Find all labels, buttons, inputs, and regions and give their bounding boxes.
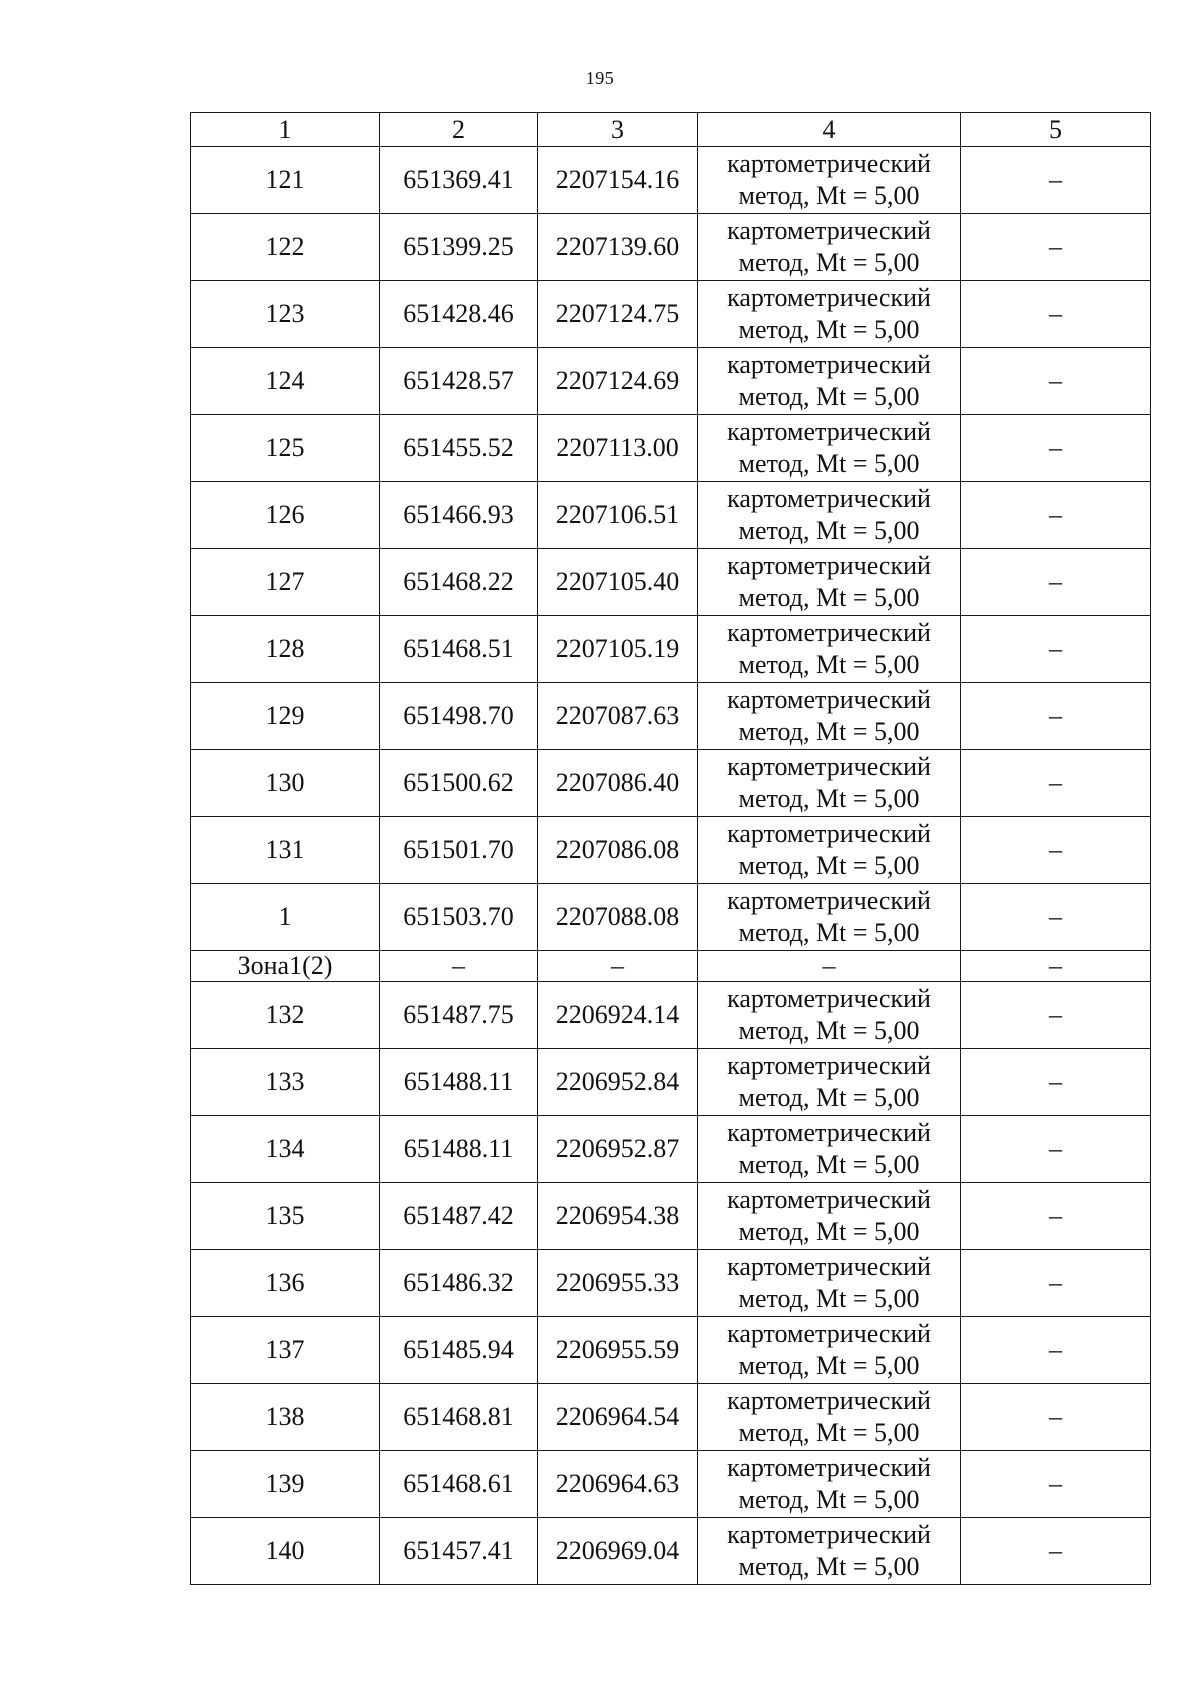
table-row bbox=[191, 1451, 1151, 1518]
method-line-1: картометрический bbox=[727, 350, 931, 379]
coord-y: 2207088.08 bbox=[538, 884, 698, 951]
coordinates-table bbox=[190, 112, 1151, 1585]
coord-y: 2207154.16 bbox=[538, 147, 698, 214]
coord-x: 651500.62 bbox=[380, 750, 538, 817]
zone-label: Зона1(2) bbox=[191, 951, 380, 982]
header-row bbox=[191, 113, 1151, 147]
method-line-1: картометрический bbox=[727, 1252, 931, 1281]
coord-y: 2207105.19 bbox=[538, 616, 698, 683]
method-line-1: картометрический bbox=[727, 1185, 931, 1214]
table-row bbox=[191, 348, 1151, 415]
extra-dash: – bbox=[961, 348, 1151, 415]
method-cell bbox=[698, 1250, 961, 1317]
table-row bbox=[191, 1518, 1151, 1585]
extra-dash: – bbox=[961, 281, 1151, 348]
method-line-2: метод, Mt = 5,00 bbox=[738, 1351, 920, 1380]
method-line-1: картометрический bbox=[727, 1520, 931, 1549]
table-header bbox=[191, 113, 1151, 147]
point-id: 128 bbox=[191, 616, 380, 683]
method-cell bbox=[698, 1384, 961, 1451]
extra-dash: – bbox=[961, 1250, 1151, 1317]
coord-x: 651457.41 bbox=[380, 1518, 538, 1585]
table-row bbox=[191, 683, 1151, 750]
coord-x: 651466.93 bbox=[380, 482, 538, 549]
coord-x: 651488.11 bbox=[380, 1116, 538, 1183]
method-line-1: картометрический bbox=[727, 216, 931, 245]
method-line-1: картометрический bbox=[727, 1319, 931, 1348]
table-row bbox=[191, 1250, 1151, 1317]
extra-dash: – bbox=[961, 982, 1151, 1049]
extra-dash: – bbox=[961, 415, 1151, 482]
header-col-3: 3 bbox=[538, 113, 698, 147]
coord-y: 2207139.60 bbox=[538, 214, 698, 281]
method-line-2: метод, Mt = 5,00 bbox=[738, 1217, 920, 1246]
extra-dash: – bbox=[961, 549, 1151, 616]
coord-x: 651485.94 bbox=[380, 1317, 538, 1384]
coord-y: 2206924.14 bbox=[538, 982, 698, 1049]
zone-dash-col-3: – bbox=[538, 951, 698, 982]
extra-dash: – bbox=[961, 1116, 1151, 1183]
coord-x: 651399.25 bbox=[380, 214, 538, 281]
point-id: 125 bbox=[191, 415, 380, 482]
point-id: 134 bbox=[191, 1116, 380, 1183]
method-line-2: метод, Mt = 5,00 bbox=[738, 851, 920, 880]
method-line-1: картометрический bbox=[727, 551, 931, 580]
point-id: 135 bbox=[191, 1183, 380, 1250]
point-id: 132 bbox=[191, 982, 380, 1049]
method-line-1: картометрический bbox=[727, 618, 931, 647]
coord-y: 2206969.04 bbox=[538, 1518, 698, 1585]
method-line-2: метод, Mt = 5,00 bbox=[738, 516, 920, 545]
method-cell bbox=[698, 1317, 961, 1384]
table-row bbox=[191, 750, 1151, 817]
coord-x: 651488.11 bbox=[380, 1049, 538, 1116]
method-cell bbox=[698, 1518, 961, 1585]
method-line-2: метод, Mt = 5,00 bbox=[738, 1284, 920, 1313]
method-line-2: метод, Mt = 5,00 bbox=[738, 918, 920, 947]
zone-dash-col-4: – bbox=[698, 951, 961, 982]
method-cell bbox=[698, 482, 961, 549]
method-line-1: картометрический bbox=[727, 984, 931, 1013]
method-cell bbox=[698, 683, 961, 750]
coord-y: 2207086.08 bbox=[538, 817, 698, 884]
extra-dash: – bbox=[961, 1384, 1151, 1451]
coord-y: 2206955.33 bbox=[538, 1250, 698, 1317]
point-id: 124 bbox=[191, 348, 380, 415]
method-line-1: картометрический bbox=[727, 149, 931, 178]
extra-dash: – bbox=[961, 147, 1151, 214]
coord-x: 651369.41 bbox=[380, 147, 538, 214]
method-line-2: метод, Mt = 5,00 bbox=[738, 1083, 920, 1112]
method-cell bbox=[698, 884, 961, 951]
coord-x: 651428.46 bbox=[380, 281, 538, 348]
table-row bbox=[191, 982, 1151, 1049]
extra-dash: – bbox=[961, 1317, 1151, 1384]
coord-y: 2206955.59 bbox=[538, 1317, 698, 1384]
extra-dash: – bbox=[961, 683, 1151, 750]
coord-y: 2206964.54 bbox=[538, 1384, 698, 1451]
method-line-1: картометрический bbox=[727, 1453, 931, 1482]
table-body bbox=[191, 147, 1151, 1585]
coord-x: 651468.61 bbox=[380, 1451, 538, 1518]
method-line-2: метод, Mt = 5,00 bbox=[738, 449, 920, 478]
table-row bbox=[191, 1317, 1151, 1384]
coord-y: 2207124.75 bbox=[538, 281, 698, 348]
table-row bbox=[191, 884, 1151, 951]
method-line-2: метод, Mt = 5,00 bbox=[738, 1552, 920, 1581]
method-cell bbox=[698, 1049, 961, 1116]
method-line-1: картометрический bbox=[727, 819, 931, 848]
point-id: 140 bbox=[191, 1518, 380, 1585]
table-row bbox=[191, 1183, 1151, 1250]
zone-dash-col-2: – bbox=[380, 951, 538, 982]
zone-row bbox=[191, 951, 1151, 982]
method-line-2: метод, Mt = 5,00 bbox=[738, 1016, 920, 1045]
coord-y: 2207105.40 bbox=[538, 549, 698, 616]
table-row bbox=[191, 147, 1151, 214]
point-id: 138 bbox=[191, 1384, 380, 1451]
method-line-1: картометрический bbox=[727, 685, 931, 714]
table-row bbox=[191, 549, 1151, 616]
point-id: 121 bbox=[191, 147, 380, 214]
table-row bbox=[191, 281, 1151, 348]
coord-y: 2207086.40 bbox=[538, 750, 698, 817]
coord-y: 2206954.38 bbox=[538, 1183, 698, 1250]
method-cell bbox=[698, 281, 961, 348]
coord-y: 2207124.69 bbox=[538, 348, 698, 415]
method-cell bbox=[698, 750, 961, 817]
method-line-2: метод, Mt = 5,00 bbox=[738, 583, 920, 612]
method-cell bbox=[698, 415, 961, 482]
method-cell bbox=[698, 348, 961, 415]
method-cell bbox=[698, 817, 961, 884]
table-row bbox=[191, 616, 1151, 683]
coord-x: 651487.42 bbox=[380, 1183, 538, 1250]
method-line-1: картометрический bbox=[727, 886, 931, 915]
coord-x: 651486.32 bbox=[380, 1250, 538, 1317]
method-line-2: метод, Mt = 5,00 bbox=[738, 1418, 920, 1447]
method-line-2: метод, Mt = 5,00 bbox=[738, 248, 920, 277]
method-line-2: метод, Mt = 5,00 bbox=[738, 717, 920, 746]
coord-x: 651428.57 bbox=[380, 348, 538, 415]
table-row bbox=[191, 1384, 1151, 1451]
table-row bbox=[191, 415, 1151, 482]
point-id: 131 bbox=[191, 817, 380, 884]
extra-dash: – bbox=[961, 817, 1151, 884]
extra-dash: – bbox=[961, 616, 1151, 683]
table-row bbox=[191, 482, 1151, 549]
coord-y: 2206952.84 bbox=[538, 1049, 698, 1116]
header-col-4: 4 bbox=[698, 113, 961, 147]
extra-dash: – bbox=[961, 1451, 1151, 1518]
coord-y: 2206964.63 bbox=[538, 1451, 698, 1518]
method-cell bbox=[698, 1451, 961, 1518]
header-col-5: 5 bbox=[961, 113, 1151, 147]
method-cell bbox=[698, 1116, 961, 1183]
extra-dash: – bbox=[961, 482, 1151, 549]
point-id: 137 bbox=[191, 1317, 380, 1384]
coord-x: 651468.51 bbox=[380, 616, 538, 683]
coord-x: 651501.70 bbox=[380, 817, 538, 884]
method-cell bbox=[698, 147, 961, 214]
method-line-1: картометрический bbox=[727, 484, 931, 513]
method-line-2: метод, Mt = 5,00 bbox=[738, 181, 920, 210]
method-line-1: картометрический bbox=[727, 1051, 931, 1080]
zone-dash-col-5: – bbox=[961, 951, 1151, 982]
method-line-1: картометрический bbox=[727, 752, 931, 781]
method-cell bbox=[698, 616, 961, 683]
point-id: 130 bbox=[191, 750, 380, 817]
method-line-2: метод, Mt = 5,00 bbox=[738, 1150, 920, 1179]
point-id: 126 bbox=[191, 482, 380, 549]
method-line-1: картометрический bbox=[727, 1118, 931, 1147]
point-id: 133 bbox=[191, 1049, 380, 1116]
method-line-2: метод, Mt = 5,00 bbox=[738, 650, 920, 679]
method-cell bbox=[698, 549, 961, 616]
extra-dash: – bbox=[961, 1049, 1151, 1116]
method-line-2: метод, Mt = 5,00 bbox=[738, 315, 920, 344]
point-id: 127 bbox=[191, 549, 380, 616]
extra-dash: – bbox=[961, 214, 1151, 281]
method-line-1: картометрический bbox=[727, 417, 931, 446]
extra-dash: – bbox=[961, 884, 1151, 951]
coord-y: 2207113.00 bbox=[538, 415, 698, 482]
header-col-1: 1 bbox=[191, 113, 380, 147]
coord-x: 651503.70 bbox=[380, 884, 538, 951]
point-id: 1 bbox=[191, 884, 380, 951]
table-row bbox=[191, 1116, 1151, 1183]
table-row bbox=[191, 817, 1151, 884]
point-id: 123 bbox=[191, 281, 380, 348]
method-cell bbox=[698, 1183, 961, 1250]
extra-dash: – bbox=[961, 1183, 1151, 1250]
method-line-1: картометрический bbox=[727, 283, 931, 312]
coord-y: 2206952.87 bbox=[538, 1116, 698, 1183]
page-number: 195 bbox=[585, 68, 615, 88]
point-id: 136 bbox=[191, 1250, 380, 1317]
header-col-2: 2 bbox=[380, 113, 538, 147]
coord-x: 651455.52 bbox=[380, 415, 538, 482]
extra-dash: – bbox=[961, 750, 1151, 817]
coord-y: 2207087.63 bbox=[538, 683, 698, 750]
point-id: 139 bbox=[191, 1451, 380, 1518]
table-row bbox=[191, 214, 1151, 281]
coord-x: 651487.75 bbox=[380, 982, 538, 1049]
method-line-2: метод, Mt = 5,00 bbox=[738, 1485, 920, 1514]
coord-y: 2207106.51 bbox=[538, 482, 698, 549]
method-line-2: метод, Mt = 5,00 bbox=[738, 382, 920, 411]
method-cell bbox=[698, 214, 961, 281]
coord-x: 651468.81 bbox=[380, 1384, 538, 1451]
point-id: 122 bbox=[191, 214, 380, 281]
method-cell bbox=[698, 982, 961, 1049]
method-line-1: картометрический bbox=[727, 1386, 931, 1415]
table-row bbox=[191, 1049, 1151, 1116]
coord-x: 651468.22 bbox=[380, 549, 538, 616]
extra-dash: – bbox=[961, 1518, 1151, 1585]
method-line-2: метод, Mt = 5,00 bbox=[738, 784, 920, 813]
point-id: 129 bbox=[191, 683, 380, 750]
coord-x: 651498.70 bbox=[380, 683, 538, 750]
